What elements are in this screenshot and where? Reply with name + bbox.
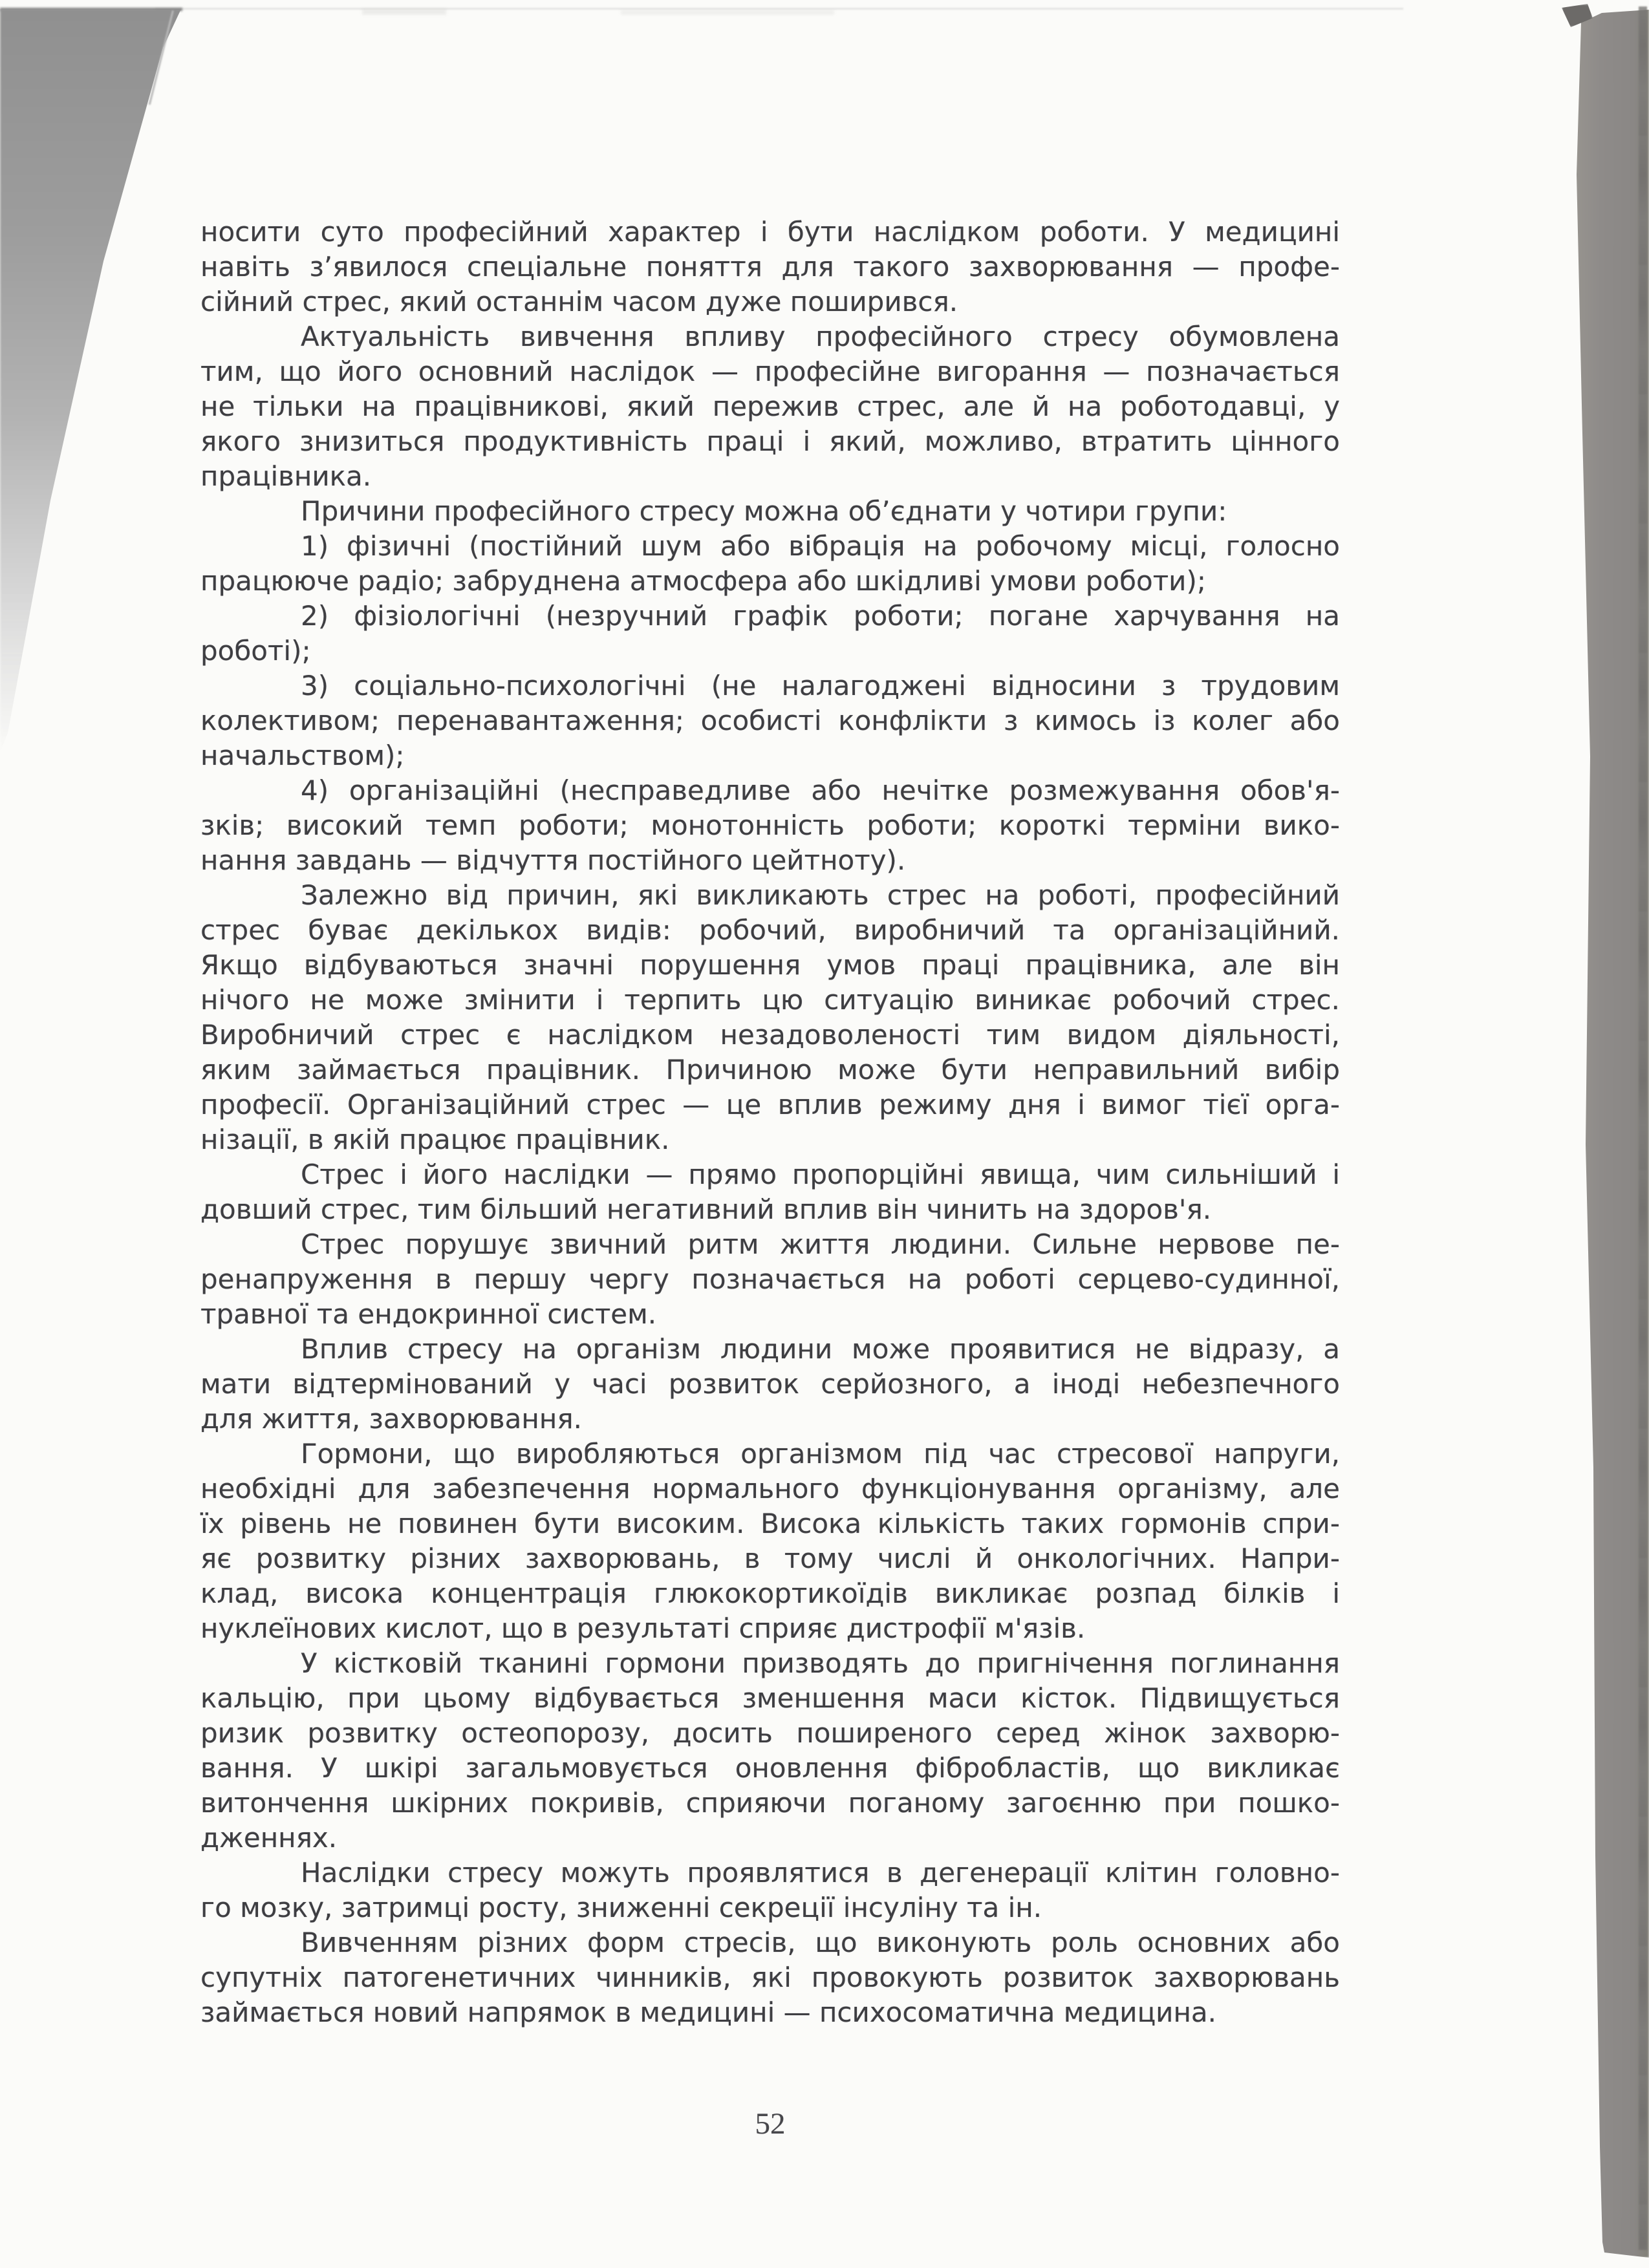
text-line: ренапруження в першу чергу позначається на роботі серцево-судинної, bbox=[200, 1263, 1340, 1295]
text-line: нання завдань — відчуття постійного цейтноту). bbox=[200, 844, 906, 876]
text-line: мати відтермінований у часі розвиток серйозного, а іноді небезпечного bbox=[200, 1368, 1340, 1400]
text-line: яє розвитку різних захворювань, в тому числі й онкологічних. Напри- bbox=[200, 1543, 1340, 1574]
text-line: травної та ендокринної систем. bbox=[200, 1298, 657, 1330]
text-line: 2) фізіологічні (незручний графік роботи; погане харчування на bbox=[301, 600, 1340, 632]
text-line: Виробничий стрес є наслідком незадоволеності тим видом діяльності, bbox=[200, 1019, 1340, 1051]
text-line: для життя, захворювання. bbox=[200, 1403, 582, 1435]
text-line: Причини професійного стресу можна об’єднати у чотири групи: bbox=[301, 495, 1227, 527]
text-line: Вплив стресу на організм людини може проявитися не відразу, а bbox=[301, 1333, 1340, 1365]
text-line: яким займається працівник. Причиною може бути неправильний вибір bbox=[200, 1054, 1340, 1086]
text-line: колективом; перенавантаження; особисті конфлікти з кимось із колег або bbox=[200, 705, 1340, 736]
text-line: стрес буває декількох видів: робочий, виробничий та організаційний. bbox=[200, 914, 1340, 946]
text-line: дженнях. bbox=[200, 1822, 338, 1854]
text-line: Вивченням різних форм стресів, що виконують роль основних або bbox=[301, 1927, 1340, 1958]
scan-top-smudge bbox=[362, 9, 446, 15]
text-line: їх рівень не повинен бути високим. Висока кількість таких гормонів спри- bbox=[200, 1508, 1340, 1539]
text-line: Гормони, що виробляються організмом під час стресової напруги, bbox=[301, 1438, 1340, 1470]
text-line: 3) соціально-психологічні (не налагоджені відносини з трудовим bbox=[301, 670, 1340, 701]
text-line: нуклеїнових кислот, що в результаті сприяє дистрофії м'язів. bbox=[200, 1612, 1086, 1644]
page-number: 52 bbox=[755, 2107, 786, 2141]
text-line: нізації, в якій працює працівник. bbox=[200, 1124, 670, 1155]
text-line: Наслідки стресу можуть проявлятися в дегенерації клітин головно- bbox=[301, 1857, 1340, 1888]
text-line: клад, висока концентрація глюкокортикоїдів викликає розпад білків і bbox=[200, 1578, 1340, 1609]
text-line: нічого не може змінити і терпить цю ситуацію виникає робочий стрес. bbox=[200, 984, 1340, 1016]
text-line: ризик розвитку остеопорозу, досить поширеного серед жінок захворю- bbox=[200, 1717, 1340, 1749]
text-line: витончення шкірних покривів, сприяючи поганому загоєнню при пошко- bbox=[200, 1787, 1340, 1819]
text-line: Залежно від причин, які викликають стрес на роботі, професійний bbox=[301, 879, 1340, 911]
text-line: сійний стрес, який останнім часом дуже поширився. bbox=[200, 286, 958, 317]
text-line: тим, що його основний наслідок — професійне вигорання — позначається bbox=[200, 356, 1340, 387]
text-line: У кістковій тканині гормони призводять до пригнічення поглинання bbox=[301, 1647, 1340, 1679]
text-line: Якщо відбуваються значні порушення умов праці працівника, але він bbox=[200, 949, 1340, 981]
text-line: навіть з’явилося спеціальне поняття для такого захворювання — профе- bbox=[200, 251, 1340, 283]
text-line: вання. У шкірі загальмовується оновлення фібробластів, що викликає bbox=[200, 1752, 1340, 1784]
text-line: Актуальність вивчення впливу професійного стресу обумовлена bbox=[301, 321, 1340, 352]
scan-shadow-right-band bbox=[1575, 6, 1649, 2258]
text-line: працівника. bbox=[200, 460, 372, 492]
text-line: Стрес порушує звичний ритм життя людини. Сильне нервове пе- bbox=[301, 1228, 1340, 1260]
text-line: кальцію, при цьому відбувається зменшення маси кісток. Підвищується bbox=[200, 1682, 1340, 1714]
scan-shadow-left-wedge bbox=[0, 9, 194, 753]
text-line: займається новий напрямок в медицині — психосоматична медицина. bbox=[200, 1996, 1217, 2028]
scan-top-smudge bbox=[621, 10, 834, 15]
scan-right-edge-streak bbox=[1639, 6, 1647, 2250]
text-line: супутніх патогенетичних чинників, які провокують розвиток захворювань bbox=[200, 1962, 1340, 1993]
text-line: працююче радіо; забруднена атмосфера або шкідливі умови роботи); bbox=[200, 565, 1207, 597]
text-line: зків; високий темп роботи; монотонність роботи; короткі терміни вико- bbox=[200, 809, 1340, 841]
scan-top-edge-line bbox=[155, 8, 1403, 10]
text-line: 4) організаційні (несправедливе або нечітке розмежування обов'я- bbox=[301, 775, 1340, 806]
text-line: носити суто професійний характер і бути наслідком роботи. У медицині bbox=[200, 216, 1340, 248]
text-line: Стрес і його наслідки — прямо пропорційні явища, чим сильніший і bbox=[301, 1159, 1340, 1190]
text-block bbox=[200, 215, 1340, 2030]
text-line: якого знизиться продуктивність праці і який, можливо, втратить цінного bbox=[200, 425, 1340, 457]
text-line: довший стрес, тим більший негативний вплив він чинить на здоров'я. bbox=[200, 1193, 1212, 1225]
text-line: необхідні для забезпечення нормального функціонування організму, але bbox=[200, 1473, 1340, 1504]
text-line: 1) фізичні (постійний шум або вібрація на робочому місці, голосно bbox=[301, 530, 1340, 562]
text-line: роботі); bbox=[200, 635, 311, 667]
text-line: го мозку, затримці росту, зниженні секреції інсуліну та ін. bbox=[200, 1892, 1042, 1923]
text-line: начальством); bbox=[200, 740, 405, 771]
text-line: професії. Організаційний стрес — це вплив режиму дня і вимог тієї орга- bbox=[200, 1089, 1340, 1120]
text-line: не тільки на працівникові, який пережив стрес, але й на роботодавці, у bbox=[200, 390, 1340, 422]
